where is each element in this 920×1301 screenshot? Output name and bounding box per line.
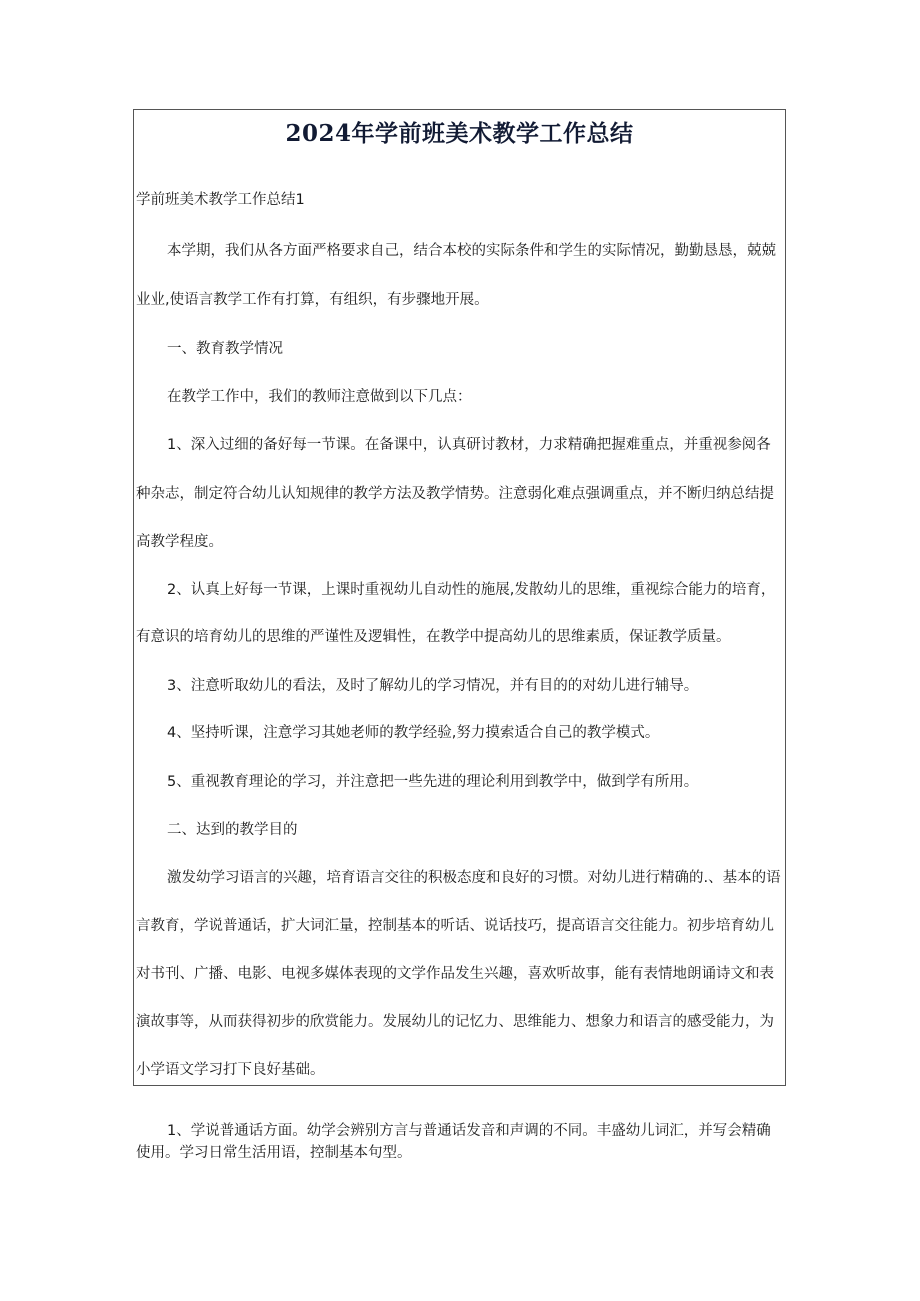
paragraph-line: 激发幼学习语言的兴趣，培育语言交往的积极态度和良好的习惯。对幼儿进行精确的.、基本的语 (167, 870, 781, 886)
paragraph-line: 小学语文学习打下良好基础。 (136, 1062, 325, 1078)
list-item-line: 2、认真上好每一节课，上课时重视幼儿自动性的施展,发散幼儿的思维，重视综合能力的培育， (167, 582, 776, 598)
paragraph-line: 对书刊、广播、电影、电视多媒体表现的文学作品发生兴趣，喜欢听故事，能有表情地朗诵诗文和表 (136, 966, 774, 982)
section-lead: 在教学工作中，我们的教师注意做到以下几点： (167, 389, 472, 405)
paragraph-line: 使用。学习日常生活用语，控制基本句型。 (136, 1145, 412, 1161)
list-item: 4、坚持听课，注意学习其她老师的教学经验,努力摸索适合自己的教学模式。 (167, 725, 660, 741)
intro-line: 本学期，我们从各方面严格要求自己，结合本校的实际条件和学生的实际情况，勤勤恳恳，兢兢 (167, 243, 776, 259)
list-item-line: 种杂志，制定符合幼儿认知规律的教学方法及教学情势。注意弱化难点强调重点，并不断归纳总结提 (136, 486, 774, 502)
subtitle: 学前班美术教学工作总结1 (136, 192, 305, 208)
section-heading: 一、教育教学情况 (167, 341, 283, 357)
document-title: 2024年学前班美术教学工作总结 (285, 120, 634, 147)
list-item: 3、注意听取幼儿的看法，及时了解幼儿的学习情况，并有目的的对幼儿进行辅导。 (167, 678, 699, 694)
list-item-line: 有意识的培育幼儿的思维的严谨性及逻辑性，在教学中提高幼儿的思维素质，保证教学质量。 (136, 629, 731, 645)
paragraph-line: 1、学说普通话方面。幼学会辨别方言与普通话发音和声调的不同。丰盛幼儿词汇，并写会精确 (167, 1123, 771, 1139)
paragraph-line: 演故事等，从而获得初步的欣赏能力。发展幼儿的记忆力、思维能力、想象力和语言的感受能力，为 (136, 1014, 774, 1030)
intro-line: 业业,使语言教学工作有打算，有组织，有步骤地开展。 (136, 292, 489, 308)
list-item-line: 高教学程度。 (136, 534, 223, 550)
paragraph-line: 言教育，学说普通话，扩大词汇量，控制基本的听话、说话技巧，提高语言交往能力。初步培育幼儿 (136, 918, 774, 934)
list-item-line: 1、深入过细的备好每一节课。在备课中，认真研讨教材，力求精确把握难重点，并重视参阅各 (167, 437, 771, 453)
section-heading: 二、达到的教学目的 (167, 822, 298, 838)
list-item: 5、重视教育理论的学习，并注意把一些先进的理论利用到教学中，做到学有所用。 (167, 774, 699, 790)
